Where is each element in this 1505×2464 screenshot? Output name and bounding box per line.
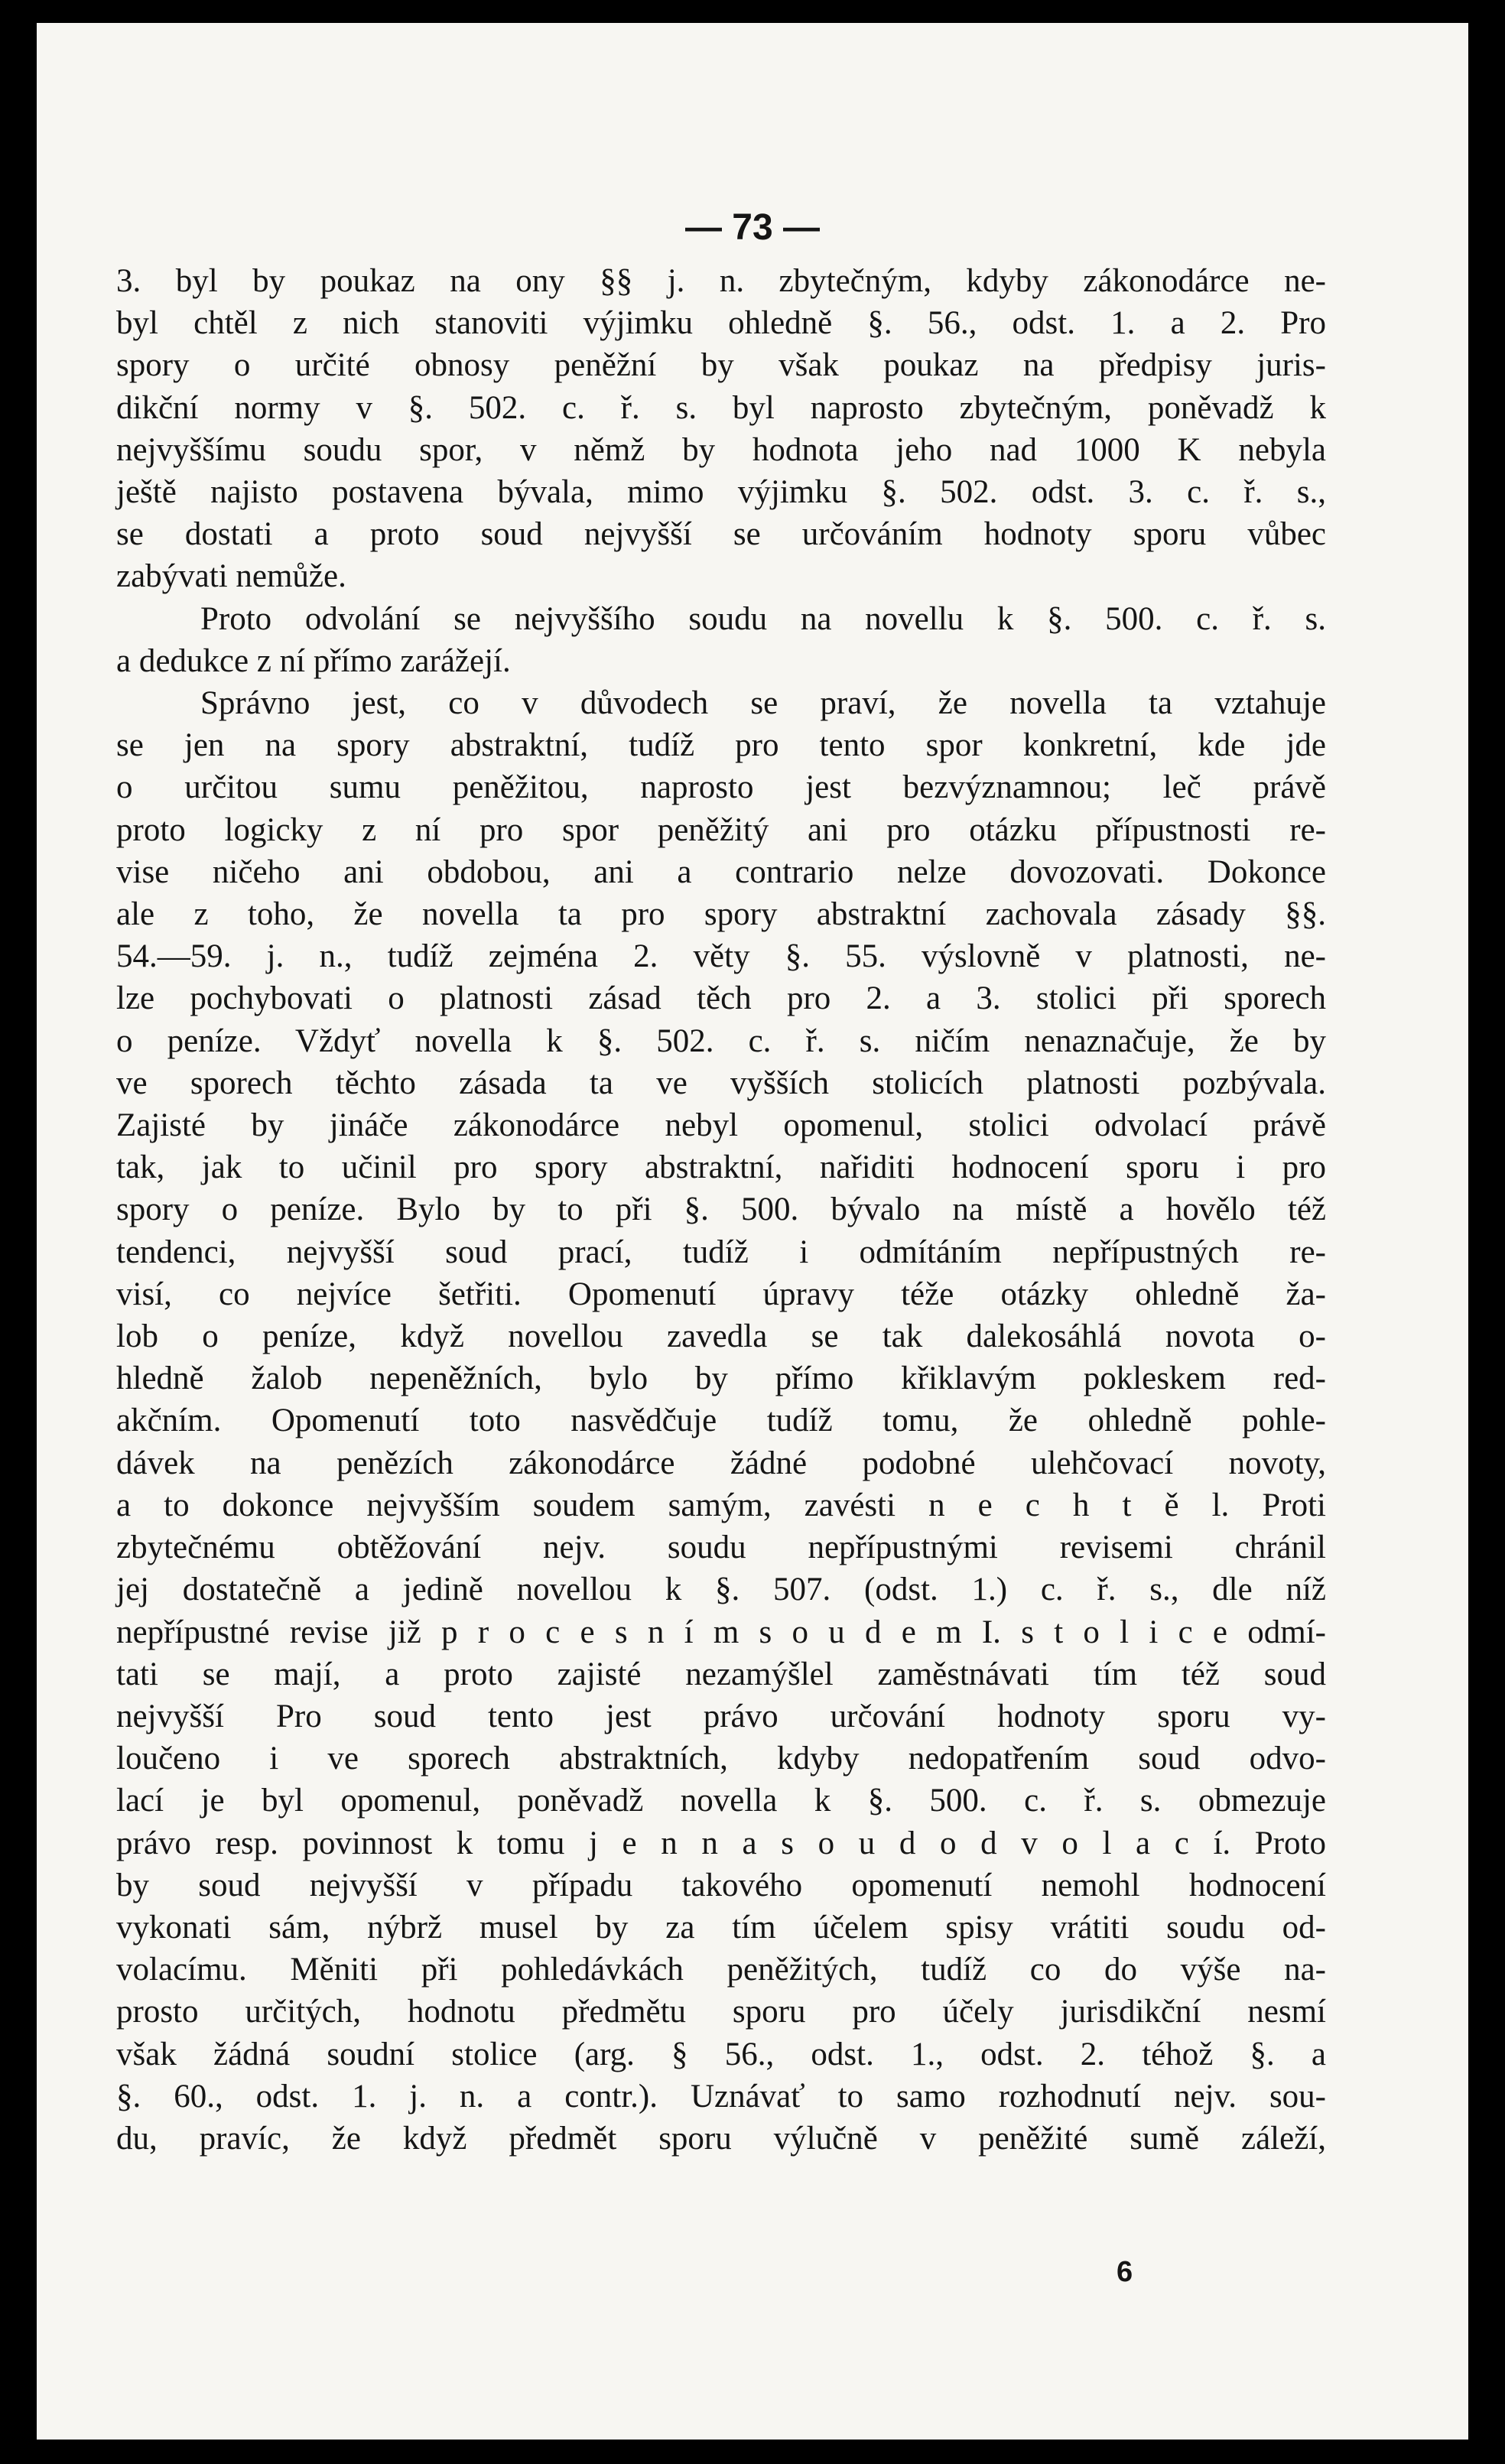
text-line: spory o peníze. Bylo by to při §. 500. bývalo na místě a hovělo též <box>116 1191 1326 1228</box>
text-line: visí, co nejvíce šetřiti. Opomenutí úpravy téže otázky ohledně ža- <box>116 1276 1326 1312</box>
text-line: byl chtěl z nich stanoviti výjimku ohledně §. 56., odst. 1. a 2. Pro <box>116 305 1326 342</box>
book-page <box>37 23 1468 2440</box>
text-line: vise ničeho ani obdobou, ani a contrario nelze dovozovati. Dokonce <box>116 853 1326 890</box>
text-line: se dostati a proto soud nejvyšší se určováním hodnoty sporu vůbec <box>116 516 1326 553</box>
text-line: nepřípustné revise již p r o c e s n í m s o u d e m I. s t o l i c e odmí- <box>116 1614 1326 1650</box>
text-line: by soud nejvyšší v případu takového opomenutí nemohl hodnocení <box>116 1867 1326 1903</box>
text-line: ale z toho, že novella ta pro spory abstraktní zachovala zásady §§. <box>116 896 1326 933</box>
text-line: prosto určitých, hodnotu předmětu sporu pro účely jurisdikční nesmí <box>116 1994 1326 2030</box>
text-line: o peníze. Vždyť novella k §. 502. c. ř. s. ničím nenaznačuje, že by <box>116 1022 1326 1059</box>
body-text <box>116 260 1326 2160</box>
text-line: zabývati nemůže. <box>116 558 346 595</box>
text-line: spory o určité obnosy peněžní by však poukaz na předpisy juris- <box>116 347 1326 384</box>
text-line: o určitou sumu peněžitou, naprosto jest bezvýznamnou; leč právě <box>116 769 1326 806</box>
text-line: tati se mají, a proto zajisté nezamýšlel zaměstnávati tím též soud <box>116 1656 1326 1692</box>
text-line: 3. byl by poukaz na ony §§ j. n. zbytečným, kdyby zákonodárce ne- <box>116 263 1326 299</box>
text-line: lob o peníze, když novellou zavedla se tak dalekosáhlá novota o- <box>116 1318 1326 1355</box>
text-line: ve sporech těchto zásada ta ve vyšších stolicích platnosti pozbývala. <box>116 1065 1326 1101</box>
text-line: zbytečnému obtěžování nejv. soudu nepřípustnými revisemi chránil <box>116 1529 1326 1566</box>
page-number: — 73 — <box>684 207 821 248</box>
text-line: hledně žalob nepeněžních, bylo by přímo křiklavým pokleskem red- <box>116 1360 1326 1397</box>
text-line: ještě najisto postavena bývala, mimo výjimku §. 502. odst. 3. c. ř. s., <box>116 474 1326 511</box>
signature-mark: 6 <box>1117 2256 1133 2288</box>
text-line: lací je byl opomenul, poněvadž novella k §. 500. c. ř. s. obmezuje <box>116 1783 1326 1819</box>
text-line: loučeno i ve sporech abstraktních, kdyby nedopatřením soud odvo- <box>116 1741 1326 1777</box>
text-line: tendenci, nejvyšší soud prací, tudíž i odmítáním nepřípustných re- <box>116 1234 1326 1270</box>
text-line: se jen na spory abstraktní, tudíž pro tento spor konkretní, kde jde <box>116 727 1326 764</box>
text-line: dikční normy v §. 502. c. ř. s. byl naprosto zbytečným, poněvadž k <box>116 389 1326 426</box>
text-line: a to dokonce nejvyšším soudem samým, zavésti n e c h t ě l. Proti <box>116 1487 1326 1523</box>
text-line: nejvyššímu soudu spor, v němž by hodnota jeho nad 1000 K nebyla <box>116 431 1326 468</box>
text-line: du, pravíc, že když předmět sporu výlučně v peněžité sumě záleží, <box>116 2120 1326 2157</box>
text-line: však žádná soudní stolice (arg. § 56., odst. 1., odst. 2. téhož §. a <box>116 2036 1326 2072</box>
text-line: tak, jak to učinil pro spory abstraktní, nařiditi hodnocení sporu i pro <box>116 1149 1326 1186</box>
text-line: jej dostatečně a jedině novellou k §. 507. (odst. 1.) c. ř. s., dle níž <box>116 1572 1326 1608</box>
text-line: Správno jest, co v důvodech se praví, že novella ta vztahuje <box>200 685 1326 722</box>
text-line: Proto odvolání se nejvyššího soudu na novellu k §. 500. c. ř. s. <box>200 600 1326 637</box>
text-line: nejvyšší Pro soud tento jest právo určování hodnoty sporu vy- <box>116 1698 1326 1734</box>
text-line: volacímu. Měniti při pohledávkách peněžitých, tudíž co do výše na- <box>116 1952 1326 1988</box>
text-line: právo resp. povinnost k tomu j e n n a s o u d o d v o l a c í. Proto <box>116 1825 1326 1861</box>
text-line: §. 60., odst. 1. j. n. a contr.). Uznávať to samo rozhodnutí nejv. sou- <box>116 2078 1326 2115</box>
text-line: akčním. Opomenutí toto nasvědčuje tudíž tomu, že ohledně pohle- <box>116 1403 1326 1439</box>
text-line: dávek na penězích zákonodárce žádné podobné ulehčovací novoty, <box>116 1445 1326 1481</box>
text-line: proto logicky z ní pro spor peněžitý ani pro otázku přípustnosti re- <box>116 811 1326 848</box>
text-line: a dedukce z ní přímo zarážejí. <box>116 642 511 679</box>
text-line: lze pochybovati o platnosti zásad těch pro 2. a 3. stolici při sporech <box>116 980 1326 1017</box>
text-line: Zajisté by jináče zákonodárce nebyl opomenul, stolici odvolací právě <box>116 1107 1326 1144</box>
text-line: 54.—59. j. n., tudíž zejména 2. věty §. 55. výslovně v platnosti, ne- <box>116 938 1326 975</box>
text-line: vykonati sám, nýbrž musel by za tím účelem spisy vrátiti soudu od- <box>116 1909 1326 1946</box>
